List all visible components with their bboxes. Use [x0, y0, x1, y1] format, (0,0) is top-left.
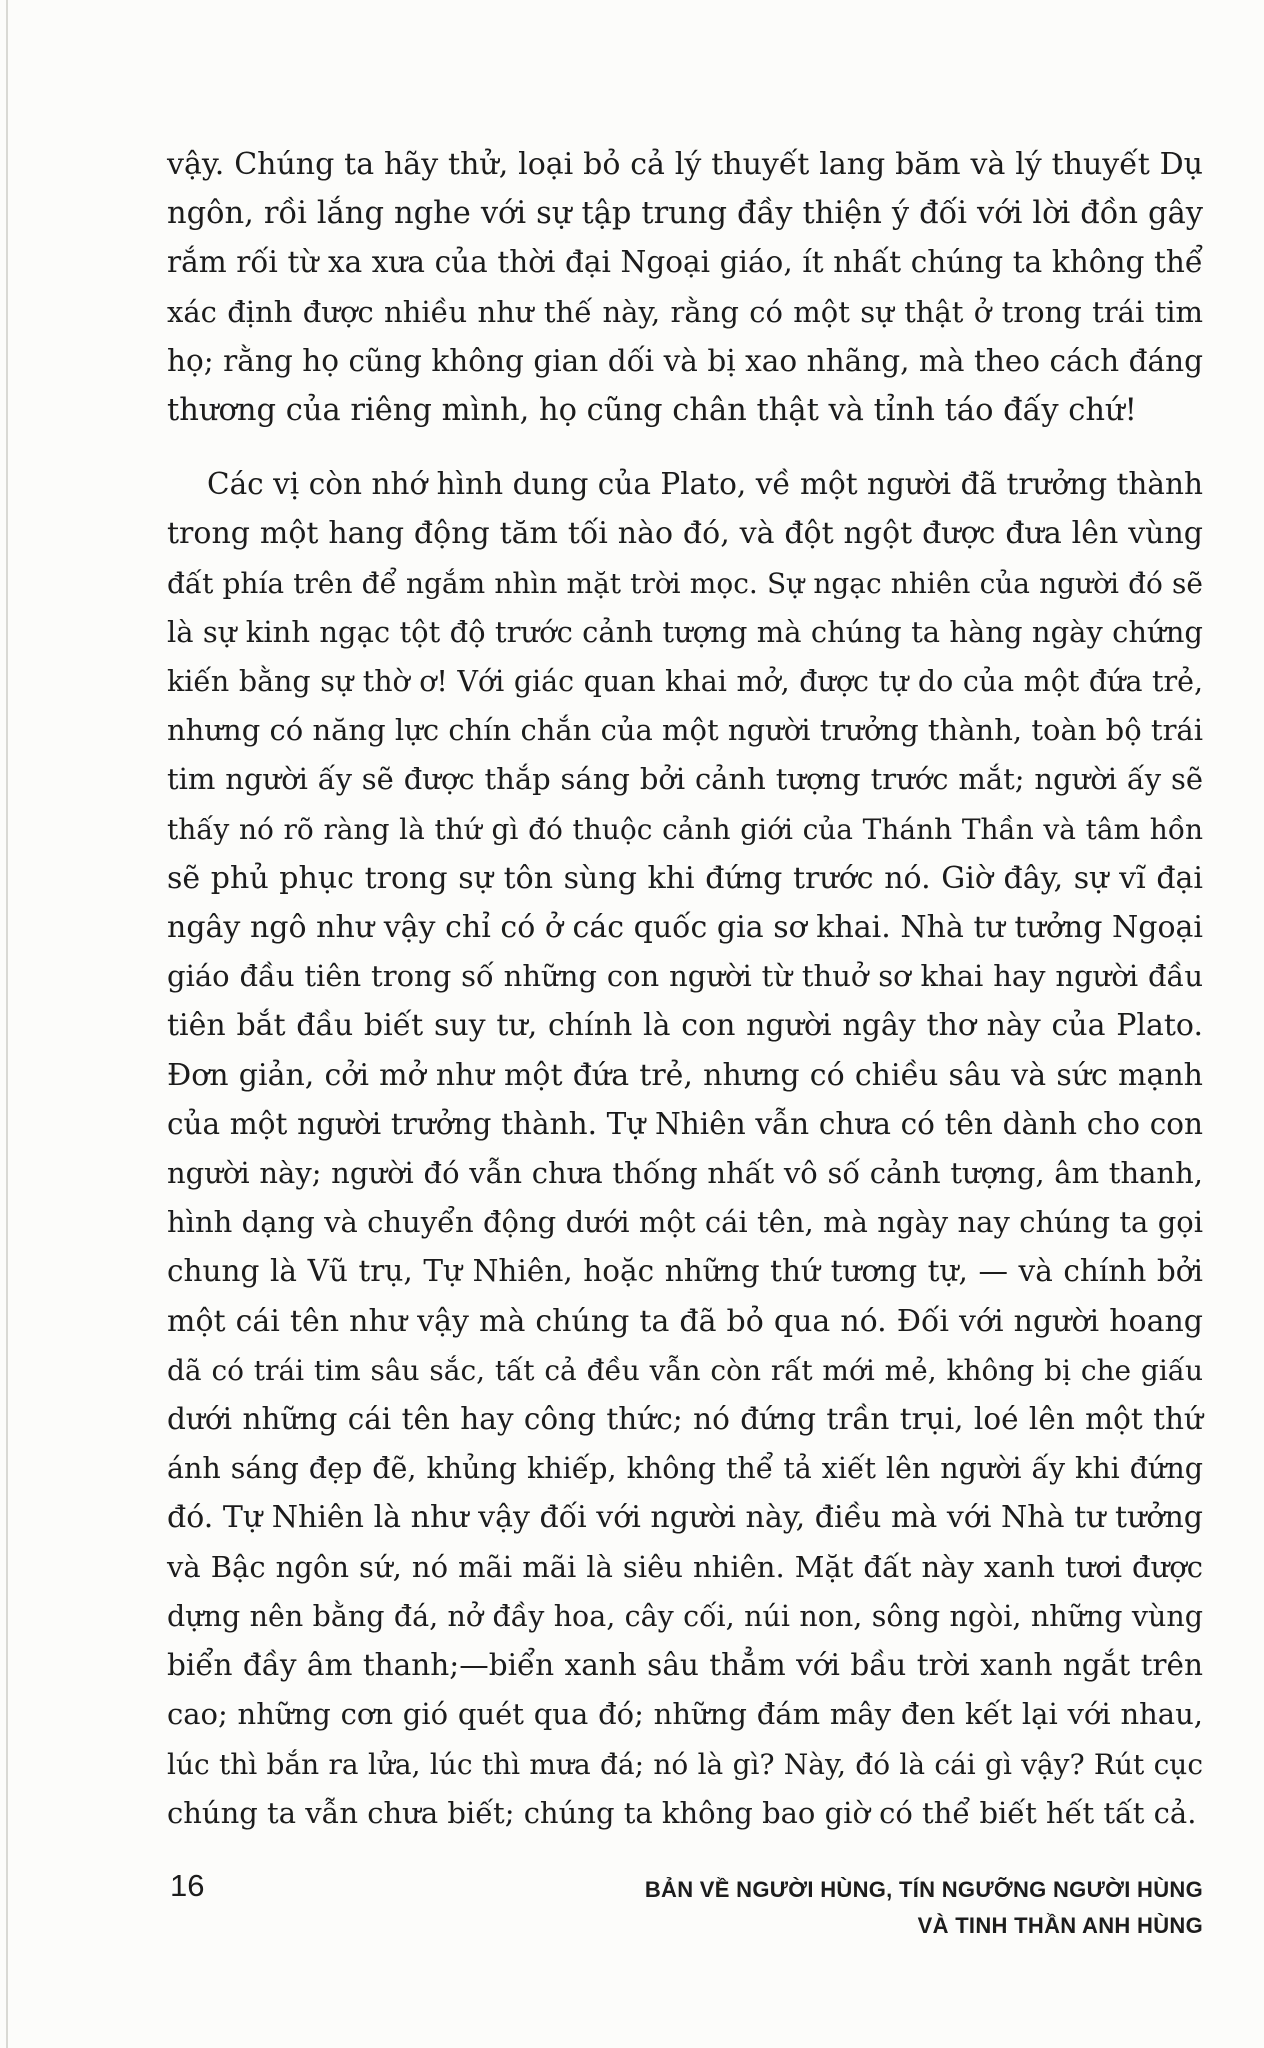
- page-footer: [167, 1868, 1203, 1948]
- text-line: dã có trái tim sâu sắc, tất cả đều vẫn còn rất mới mẻ, không bị che giấu: [167, 1353, 1203, 1387]
- text-line: đất phía trên để ngắm nhìn mặt trời mọc. Sự ngạc nhiên của người đó sẽ: [167, 566, 1203, 600]
- text-line: kiến bằng sự thờ ơ! Với giác quan khai mở, được tự do của một đứa trẻ,: [167, 665, 1203, 699]
- text-line: dưới những cái tên hay công thức; nó đứng trần trụi, loé lên một thứ: [167, 1402, 1203, 1437]
- text-line: trong một hang động tăm tối nào đó, và đột ngột được đưa lên vùng: [167, 516, 1203, 552]
- text-line: lúc thì bắn ra lửa, lúc thì mưa đá; nó là gì? Này, đó là cái gì vậy? Rút cục: [167, 1747, 1203, 1781]
- page-edge: [6, 0, 8, 2048]
- text-line: ánh sáng đẹp đẽ, khủng khiếp, không thể tả xiết lên người ấy khi đứng: [167, 1452, 1203, 1486]
- text-line: sẽ phủ phục trong sự tôn sùng khi đứng trước nó. Giờ đây, sự vĩ đại: [167, 860, 1203, 896]
- text-line: là sự kinh ngạc tột độ trước cảnh tượng mà chúng ta hàng ngày chứng: [167, 614, 1203, 649]
- paragraph-2: [167, 460, 1203, 1838]
- text-line: chúng ta vẫn chưa biết; chúng ta không bao giờ có thể biết hết tất cả.: [167, 1795, 1197, 1830]
- body-text: [167, 140, 1203, 1838]
- text-line: người này; người đó vẫn chưa thống nhất vô số cảnh tượng, âm thanh,: [167, 1156, 1203, 1191]
- running-head-line-2: VÀ TINH THẦN ANH HÙNG: [917, 1913, 1203, 1938]
- running-head-line-1: BẢN VỀ NGƯỜI HÙNG, TÍN NGƯỠNG NGƯỜI HÙNG: [644, 1877, 1203, 1902]
- running-head: [645, 1872, 1203, 1944]
- text-line: nhưng có năng lực chín chắn của một người trưởng thành, toàn bộ trái: [167, 713, 1203, 748]
- text-line: tim người ấy sẽ được thắp sáng bởi cảnh tượng trước mắt; người ấy sẽ: [167, 762, 1203, 797]
- text-line: vậy. Chúng ta hãy thử, loại bỏ cả lý thuyết lang băm và lý thuyết Dụ: [167, 147, 1203, 182]
- text-line: đó. Tự Nhiên là như vậy đối với người này, điều mà với Nhà tư tưởng: [167, 1500, 1203, 1536]
- text-line: họ; rằng họ cũng không gian dối và bị xao nhãng, mà theo cách đáng: [167, 343, 1203, 378]
- text-line: dựng nên bằng đá, nở đầy hoa, cây cối, núi non, sông ngòi, những vùng: [167, 1599, 1203, 1633]
- text-line: của một người trưởng thành. Tự Nhiên vẫn chưa có tên dành cho con: [167, 1106, 1203, 1141]
- text-line: giáo đầu tiên trong số những con người từ thuở sơ khai hay người đầu: [167, 959, 1203, 994]
- page-number: 16: [170, 1868, 205, 1903]
- text-line: ngây ngô như vậy chỉ có ở các quốc gia sơ khai. Nhà tư tưởng Ngoại: [167, 910, 1203, 946]
- text-line: chung là Vũ trụ, Tự Nhiên, hoặc những thứ tương tự, — và chính bởi: [167, 1254, 1203, 1289]
- text-line: Các vị còn nhớ hình dung của Plato, về một người đã trưởng thành: [207, 467, 1203, 502]
- text-line: thương của riêng mình, họ cũng chân thật và tỉnh táo đấy chứ!: [167, 393, 1137, 429]
- text-line: xác định được nhiều như thế này, rằng có một sự thật ở trong trái tim: [167, 294, 1203, 329]
- text-line: biển đầy âm thanh;—biển xanh sâu thẳm với bầu trời xanh ngắt trên: [167, 1648, 1203, 1683]
- text-line: một cái tên như vậy mà chúng ta đã bỏ qua nó. Đối với người hoang: [167, 1303, 1203, 1339]
- text-line: ngôn, rồi lắng nghe với sự tập trung đầy thiện ý đối với lời đồn gây: [167, 196, 1203, 232]
- text-line: Đơn giản, cởi mở như một đứa trẻ, nhưng có chiều sâu và sức mạnh: [167, 1057, 1203, 1093]
- text-line: hình dạng và chuyển động dưới một cái tên, mà ngày nay chúng ta gọi: [167, 1205, 1203, 1240]
- text-line: và Bậc ngôn sứ, nó mãi mãi là siêu nhiên. Mặt đất này xanh tươi được: [167, 1549, 1203, 1584]
- text-line: tiên bắt đầu biết suy tư, chính là con người ngây thơ này của Plato.: [167, 1008, 1203, 1044]
- text-line: cao; những cơn gió quét qua đó; những đám mây đen kết lại với nhau,: [167, 1697, 1203, 1732]
- text-line: rắm rối từ xa xưa của thời đại Ngoại giáo, ít nhất chúng ta không thể: [167, 245, 1203, 280]
- text-line: thấy nó rõ ràng là thứ gì đó thuộc cảnh giới của Thánh Thần và tâm hồn: [167, 812, 1203, 846]
- paragraph-1: [167, 140, 1203, 435]
